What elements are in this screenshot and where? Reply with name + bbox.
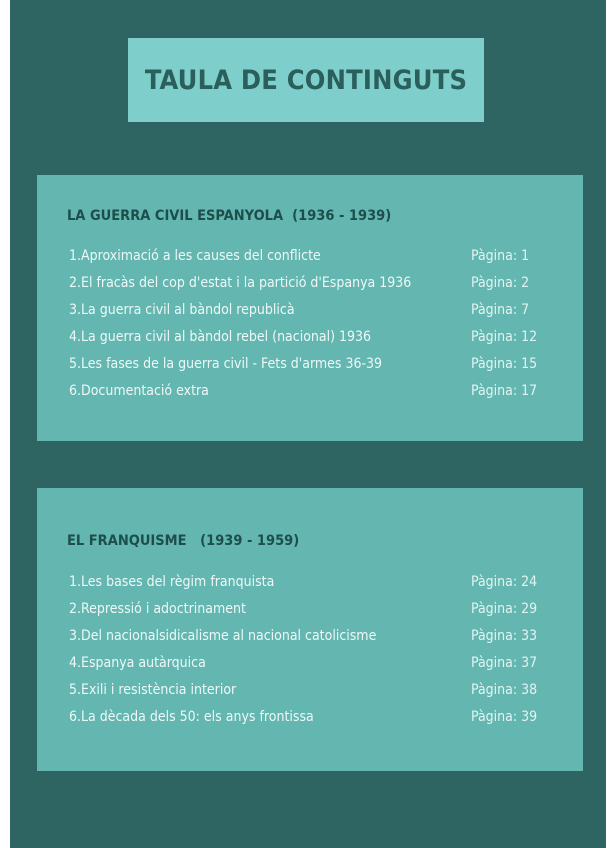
toc-item-page: Pàgina: 37 (471, 655, 538, 671)
section-franquisme (37, 488, 583, 771)
toc-item-label: 1.Aproximació a les causes del conflicte (69, 248, 321, 264)
toc-item[interactable] (69, 356, 563, 383)
section-heading: LA GUERRA CIVIL ESPANYOLA (1936 - 1939) (67, 208, 392, 224)
toc-item-page: Pàgina: 24 (471, 574, 538, 590)
section-heading: EL FRANQUISME (1939 - 1959) (67, 533, 300, 549)
toc-list (69, 574, 563, 736)
toc-item[interactable] (69, 302, 563, 329)
toc-item-label: 3.Del nacionalsidicalisme al nacional catolicisme (69, 628, 377, 644)
page-title: TAULA DE CONTINGUTS (144, 64, 468, 96)
toc-item-label: 2.El fracàs del cop d'estat i la partició d'Espanya 1936 (69, 275, 412, 291)
toc-item-label: 5.Les fases de la guerra civil - Fets d'armes 36-39 (69, 356, 383, 372)
toc-item[interactable] (69, 248, 563, 275)
toc-item-page: Pàgina: 39 (471, 709, 538, 725)
toc-list (69, 248, 563, 410)
toc-item-label: 1.Les bases del règim franquista (69, 574, 275, 590)
toc-item-page: Pàgina: 2 (471, 275, 530, 291)
section-civil-war (37, 175, 583, 441)
toc-item-page: Pàgina: 33 (471, 628, 538, 644)
toc-item[interactable] (69, 329, 563, 356)
document-page (10, 0, 606, 848)
toc-item-page: Pàgina: 15 (471, 356, 538, 372)
toc-item-label: 6.Documentació extra (69, 383, 209, 399)
toc-item-page: Pàgina: 29 (471, 601, 538, 617)
toc-item-page: Pàgina: 1 (471, 248, 530, 264)
toc-item-page: Pàgina: 12 (471, 329, 538, 345)
toc-item-label: 2.Repressió i adoctrinament (69, 601, 246, 617)
toc-item[interactable] (69, 628, 563, 655)
toc-item[interactable] (69, 682, 563, 709)
toc-item[interactable] (69, 709, 563, 736)
title-banner (128, 38, 484, 122)
toc-item-page: Pàgina: 7 (471, 302, 530, 318)
toc-item-label: 3.La guerra civil al bàndol republicà (69, 302, 295, 318)
toc-item[interactable] (69, 383, 563, 410)
toc-item[interactable] (69, 655, 563, 682)
toc-item[interactable] (69, 275, 563, 302)
toc-item-page: Pàgina: 17 (471, 383, 538, 399)
toc-item[interactable] (69, 574, 563, 601)
toc-item-label: 4.Espanya autàrquica (69, 655, 206, 671)
toc-item-page: Pàgina: 38 (471, 682, 538, 698)
toc-item-label: 4.La guerra civil al bàndol rebel (nacional) 1936 (69, 329, 372, 345)
toc-item-label: 5.Exili i resistència interior (69, 682, 237, 698)
toc-item-label: 6.La dècada dels 50: els anys frontissa (69, 709, 314, 725)
toc-item[interactable] (69, 601, 563, 628)
